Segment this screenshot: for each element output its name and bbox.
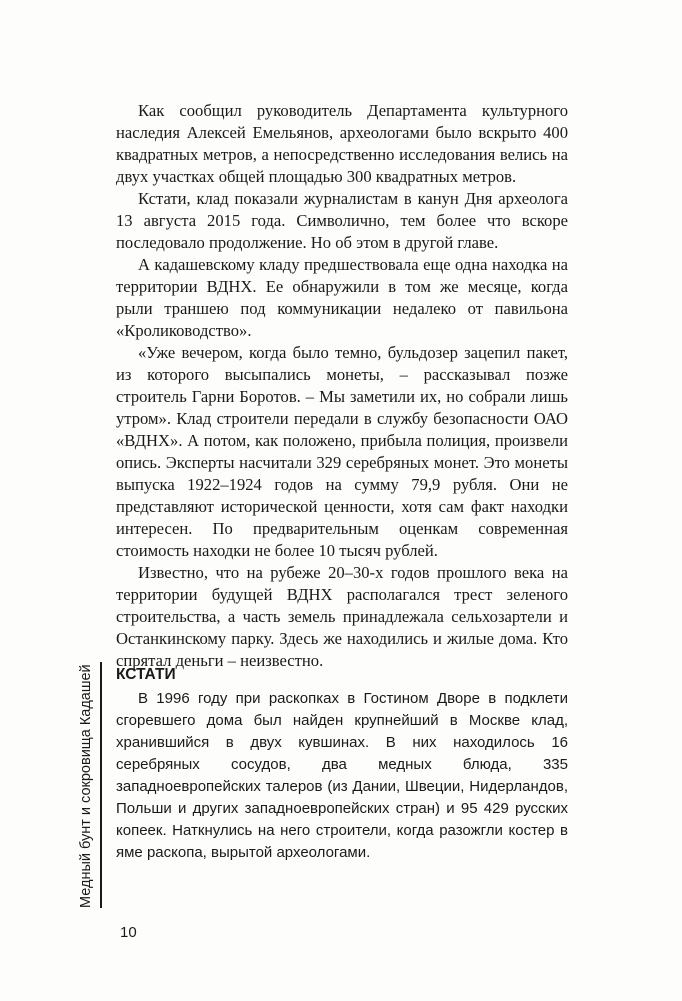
paragraph: А кадашевскому кладу предшествовала еще одна находка на территории ВДНХ. Ее обнаружили в том же месяце, когда рыли траншею под коммуникации недалеко от павильона «Кролиководство».	[116, 255, 568, 340]
paragraph: Кстати, клад показали журналистам в канун Дня археолога 13 августа 2015 года. Символично, тем более что вскоре последовало продолжение. Но об этом в другой главе.	[116, 189, 568, 252]
aside-box	[116, 664, 568, 864]
paragraph: Известно, что на рубеже 20–30-х годов прошлого века на территории будущей ВДНХ располагался трест зеленого строительства, а часть земель принадлежала сельхозартели и Останкинскому парку. Здесь же находились и жилые дома. Кто спрятал деньги – неизвестно.	[116, 563, 568, 670]
page-number: 10	[120, 924, 137, 941]
aside-text: В 1996 году при раскопках в Гостином Дворе в подклети сгоревшего дома был найден крупнейший в Москве клад, хранившийся в двух кувшинах. В них находилось 16 серебряных сосудов, два медных блюда, 335 западноевропейских талеров (из Дании, Швеции, Нидерландов, Польши и других западноевропейских стран) и 95 429 русских копеек. Наткнулись на него строители, когда разожгли костер в яме раскопа, вырытой археологами.	[116, 690, 568, 861]
sidebar-rule	[100, 662, 102, 908]
paragraph: «Уже вечером, когда было темно, бульдозер зацепил пакет, из которого высыпались монеты, – рассказывал позже строитель Гарни Боротов. – Мы заметили их, но собрали лишь утром». Клад строители передали в службу безопасности ОАО «ВДНХ». А потом, как положено, прибыла полиция, произвели опись. Эксперты насчитали 329 серебряных монет. Это монеты выпуска 1922–1924 годов на сумму 79,9 рубля. Они не представляют исторической ценности, хотя сам факт находки интересен. По предварительным оценкам современная стоимость находки не более 10 тысяч рублей.	[116, 343, 568, 560]
running-title: Медный бунт и сокровища Кадашей	[78, 664, 94, 908]
paragraph: Как сообщил руководитель Департамента культурного наследия Алексей Емельянов, археологами было вскрыто 400 квадратных метров, а непосредственно исследования велись на двух участках общей площадью 300 квадратных метров.	[116, 101, 568, 186]
aside-title: КСТАТИ	[116, 666, 176, 683]
main-text-block	[116, 100, 568, 672]
